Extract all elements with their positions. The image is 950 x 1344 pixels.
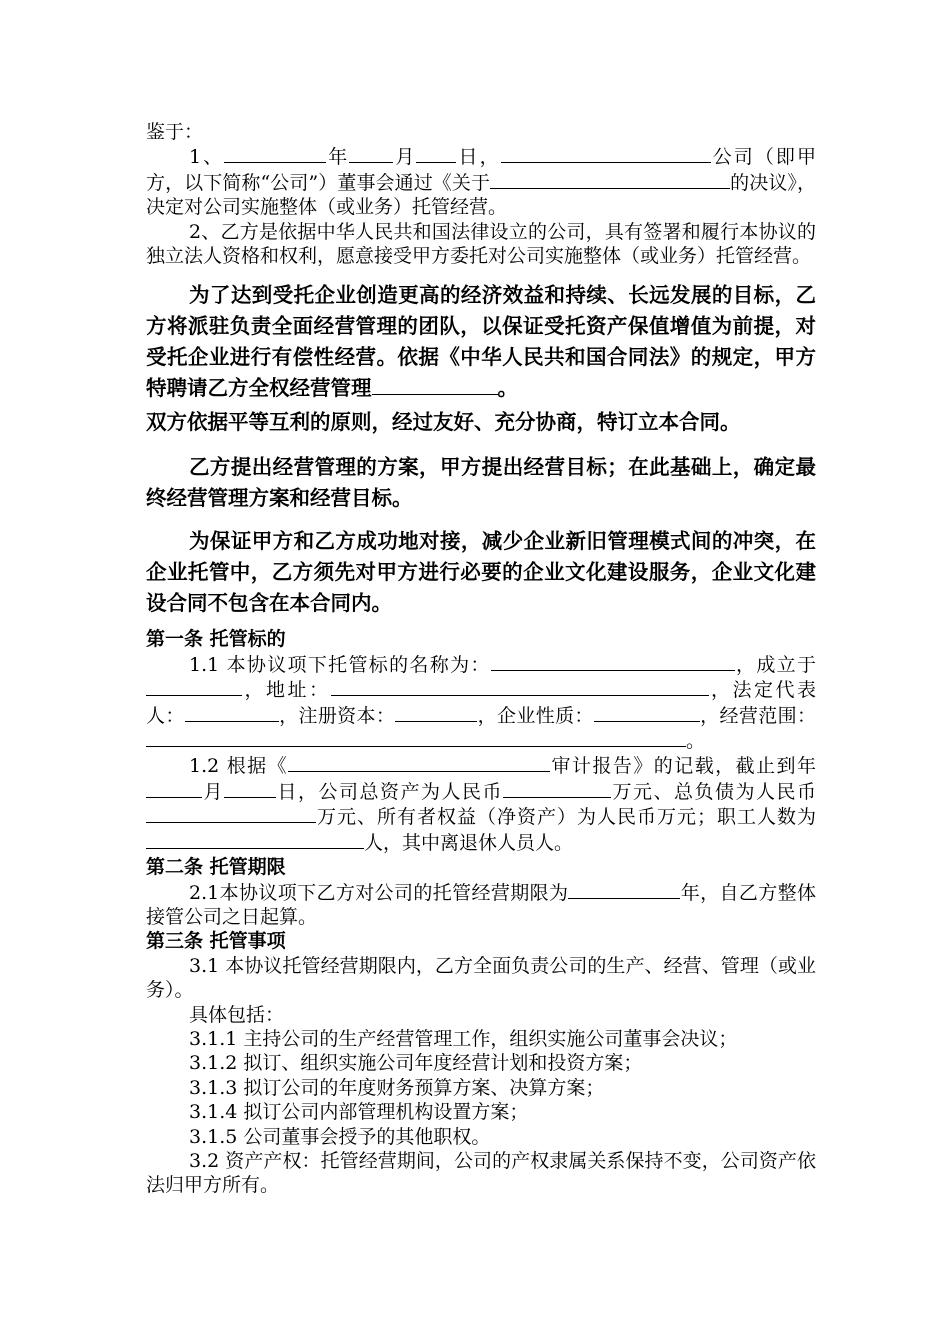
audit-month-blank <box>146 779 202 798</box>
preamble-item-2: 2、乙方是依据中华人民共和国法律设立的公司，具有签署和履行本协议的独立法人资格和权利，愿意接受甲方委托对公司实施整体（或业务）托管经营。 <box>146 220 816 268</box>
clause-3-1-1: 3.1.1 主持公司的生产经营管理工作，组织实施公司董事会决议； <box>189 1027 738 1050</box>
preamble-item-1 <box>146 144 816 219</box>
term-blank <box>568 880 680 899</box>
clause-1-2-retired: 人，其中离退休人员人。 <box>364 831 574 854</box>
clause-3-1-3: 3.1.3 拟订公司的年度财务预算方案、决算方案； <box>189 1076 605 1099</box>
company-blank <box>501 144 711 163</box>
rep-blank <box>185 703 279 722</box>
item1-num: 1、 <box>189 146 225 169</box>
clause-1-2-lead: 1.2 根据《 <box>189 755 289 778</box>
clause-1-2-liabilities: 万元、总负债为人民币 <box>610 780 816 803</box>
clause-1-1-capital: ，注册资本： <box>278 704 396 727</box>
founded-blank <box>146 677 242 696</box>
nature-blank <box>594 703 700 722</box>
assets-blank <box>503 779 611 798</box>
clause-2-1-end: 年，自乙方整体接管公司之日起算。 <box>146 881 816 928</box>
report-blank <box>288 753 550 772</box>
bold-paragraph-purpose <box>146 280 816 404</box>
name-blank <box>491 652 735 671</box>
article-3-title: 第三条 托管事项 <box>146 930 286 953</box>
resolution-blank <box>490 170 730 189</box>
year-blank <box>224 144 326 163</box>
scope-blank <box>146 728 686 747</box>
article-1-title: 第一条 托管标的 <box>146 628 286 651</box>
liabilities-blank <box>146 804 316 823</box>
clause-1-1-lead: 1.1 本协议项下托管标的名称为： <box>189 653 491 676</box>
purpose-text: 为了达到受托企业创造更高的经济效益和持续、长远发展的目标，乙方将派驻负责全面经营管理的团队，以保证受托资产保值增值为前提，对受托企业进行有偿性经营。依据《中华人民共和国合同法》的规定，甲方特聘请乙方全权经营管理 <box>146 283 816 401</box>
address-blank <box>331 677 709 696</box>
clause-3-1: 3.1 本协议托管经营期限内，乙方全面负责公司的生产、经营、管理（或业务）。 <box>146 954 816 1002</box>
clause-1-2 <box>146 753 816 855</box>
item1-year: 年 <box>326 146 350 169</box>
clause-1-1-founded: ，成立于 <box>734 653 816 676</box>
item1-month: 月 <box>393 146 417 169</box>
clause-1-1-address: ，地址： <box>242 679 331 702</box>
clause-1-1-nature: ，企业性质： <box>477 704 594 727</box>
clause-2-1-lead: 2.1本协议项下乙方对公司的托管经营期限为 <box>189 881 569 904</box>
bold-paragraph-culture: 为保证甲方和乙方成功地对接，减少企业新旧管理模式间的冲突，在企业托管中，乙方须先对甲方进行必要的企业文化建设服务，企业文化建设合同不包含在本合同内。 <box>146 529 816 616</box>
staff-blank <box>146 830 364 849</box>
clause-1-1-rep: ，法定代表人： <box>146 679 816 727</box>
capital-blank <box>395 703 477 722</box>
audit-day-blank <box>224 779 276 798</box>
clause-3-2: 3.2 资产产权：托管经营期间，公司的产权隶属关系保持不变，公司资产依法归甲方所有。 <box>146 1149 816 1197</box>
item1-day: 日， <box>456 146 501 169</box>
article-2-title: 第二条 托管期限 <box>146 856 286 879</box>
managed-item-blank <box>372 376 498 395</box>
clause-2-1 <box>146 880 816 930</box>
clause-1-1 <box>146 652 816 754</box>
purpose-end: 。 <box>497 376 518 401</box>
clause-1-2-month: 月 <box>202 780 224 803</box>
item1-of: 的决议》，决定对公司实施整体（或业务）托管经营。 <box>146 171 816 219</box>
month-blank <box>349 144 393 163</box>
clause-1-1-scope: ，经营范围： <box>699 704 816 727</box>
contract-page <box>146 120 816 1198</box>
clause-1-1-end: 。 <box>686 730 706 753</box>
day-blank <box>416 144 456 163</box>
clause-3-1-4: 3.1.4 拟订公司内部管理机构设置方案； <box>189 1101 529 1124</box>
bold-paragraph-plan: 乙方提出经营管理的方案，甲方提出经营目标；在此基础上，确定最终经营管理方案和经营目标。 <box>146 455 816 511</box>
preamble-heading: 鉴于： <box>146 121 204 143</box>
bold-paragraph-principle: 双方依据平等互利的原则，经过友好、充分协商，特订立本合同。 <box>146 410 741 435</box>
clause-3-1-intro: 具体包括： <box>189 1003 285 1026</box>
clause-1-2-equity: 万元、所有者权益（净资产）为人民币万元；职工人数为 <box>316 806 816 829</box>
clause-3-1-5: 3.1.5 公司董事会授予的其他职权。 <box>189 1125 491 1148</box>
clause-1-2-report: 审计报告》的记载，截止到年 <box>550 755 816 778</box>
clause-1-2-assets: 日，公司总资产为人民币 <box>276 780 503 803</box>
clause-3-1-2: 3.1.2 拟订、组织实施公司年度经营计划和投资方案； <box>189 1052 643 1075</box>
item1-company: 公司（即甲方，以下简称“公司”）董事会通过《关于 <box>146 146 816 194</box>
